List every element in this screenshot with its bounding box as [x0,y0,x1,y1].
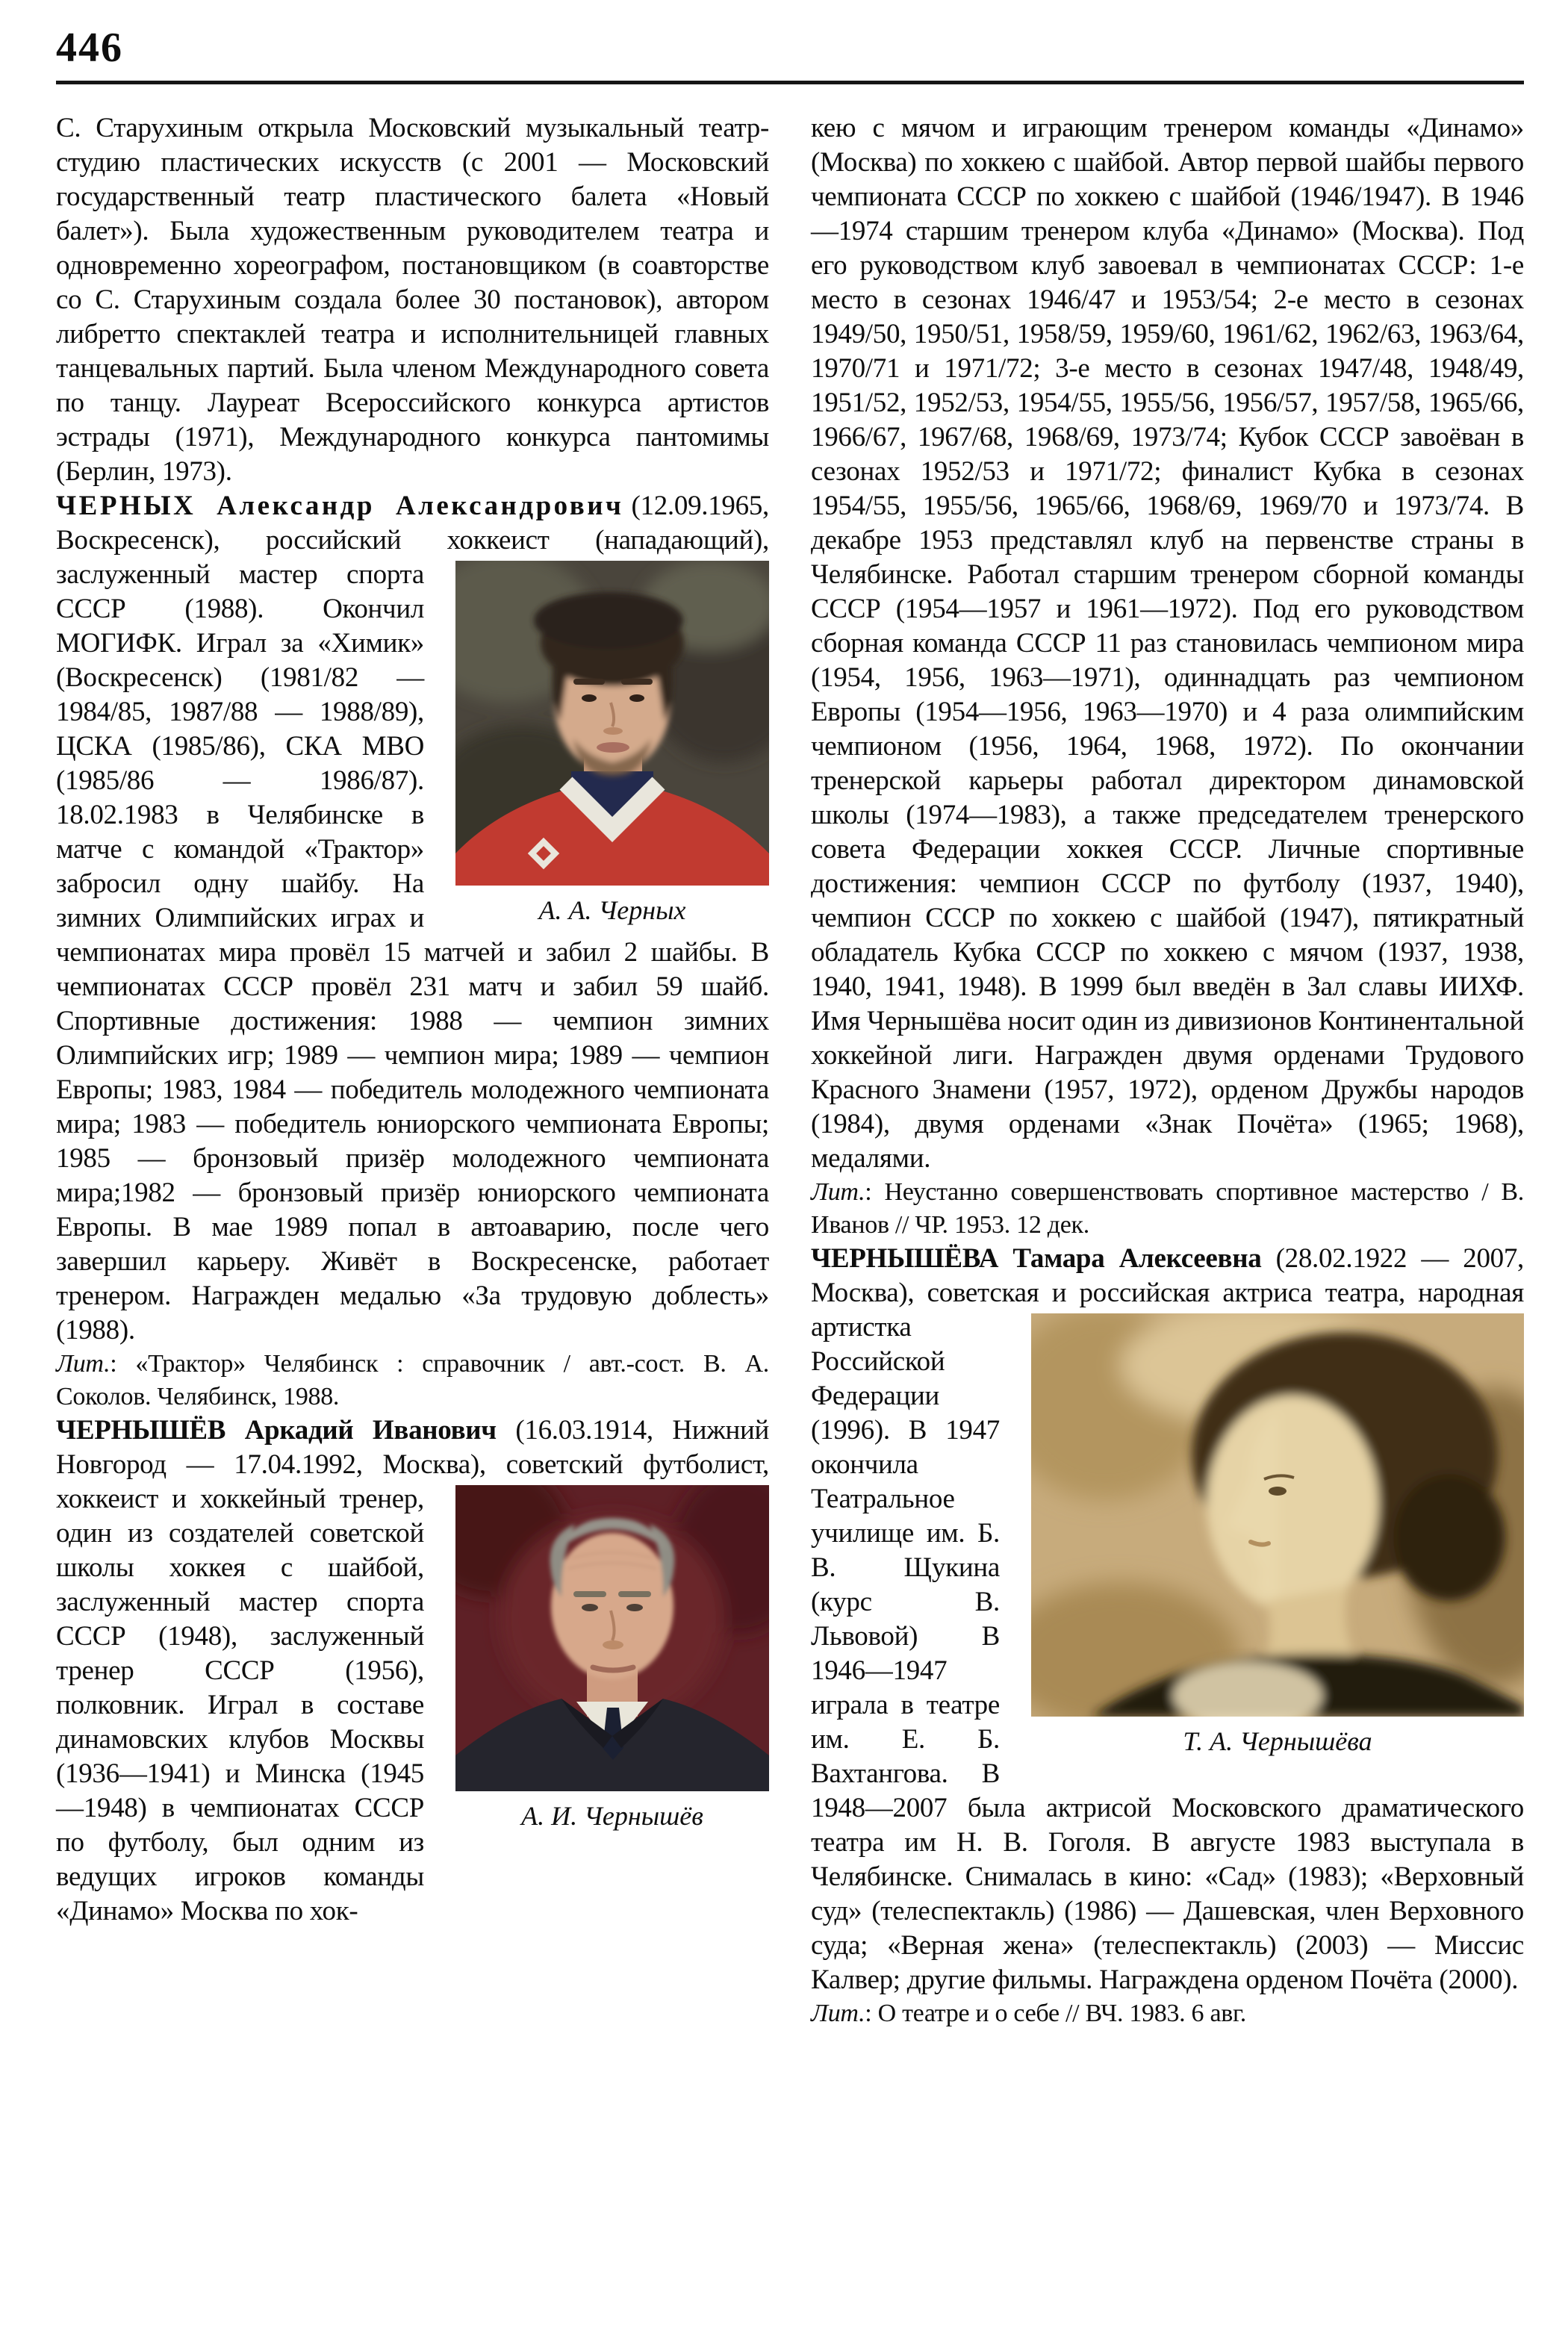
photo-caption-chernyshev: А. И. Чернышёв [521,1801,703,1831]
entry-lead-chernysheva: (28.02.1922 — 2007, Москва), советская и российская актриса [811,1243,1524,1308]
lit-chernykh [56,1348,769,1413]
left-column [56,111,769,2030]
photo-chernyshev [455,1485,769,1832]
entry-body-chernykh: (нападающий), заслуженный мастер спорта СССР (1988). Окончил МОГИФК. Играл за «Химик» (Воскресенск) (1981/82 — 1984/85, 1987/88 — 1988/89), ЦСКА (1985/86), СКА МВО (1985/86 — 1986/87). 18.02.1983 в Челябинске в матче с командой «Трактор» забросил одну шайбу. На зимних Олимпийских играх и чемпионатах мира провёл 15 матчей и забил 2 шайбы. В чемпионатах СССР провёл 231 матч и забил 59 шайб. Спортивные достижения: 1988 — чемпион зимних Олимпийских игр; 1989 — чемпион мира; 1989 — чемпион Европы; 1983, 1984 — победитель молодежного чемпионата мира; 1983 — победитель юниорского чемпионата Европы; 1985 — бронзовый призёр молодежного чемпионата мира;1982 — бронзовый призёр юниорского чемпионата Европы. В мае 1989 попал в автоаварию, после чего завершил карьеру. Живёт в Воскресенске, работает тренером. Награжден медалью «За трудовую доблесть» (1988). [56,525,769,1345]
intro-paragraph: С. Старухиным открыла Московский музыкальный театр-студию пластических искусств (с 2001 — Московский государственный театр пластического балета «Новый балет»). Была художественным руководителем театра и одновременно хореографом, постановщиком (в соавторстве со С. Старухиным создала более 30 постановок), автором либретто спектаклей театра и исполнительницей главных танцевальных партий. Была членом Международного совета по танцу. Лауреат Всероссийского конкурса артистов эстрады (1971), Международного конкурса пантомимы (Берлин, 1973). [56,113,769,487]
photo-caption-chernykh: А. А. Черных [538,895,686,925]
entry-lead-chernykh: (12.09.1965, Воскресенск), российский хоккеист [56,491,769,556]
lit-label: Лит. [811,2000,865,2027]
lit-label: Лит. [56,1350,111,1378]
photo-chernysheva [1031,1313,1524,1757]
entry-chernysheva [811,1242,1524,1997]
lit-chernyshev [811,1176,1524,1242]
photo-caption-chernysheva: Т. А. Чернышёва [1183,1726,1372,1756]
entry-body-chernyshev: футболист, хоккеист и хоккейный тренер, один из создателей советской школы хоккея с шайбой, заслуженный мастер спорта СССР (1948), заслуженный тренер СССР (1956), полковник. Играл в составе динамовских клубов Москвы (1936—1941) и Минска (1945—1948) в чемпионатах СССР по футболу, был одним из ведущих игроков команды «Динамо» Москва по хок- [56,1449,769,1926]
chernysheva-portrait-photo [1031,1313,1524,1717]
lit-text: : О театре и о себе // ВЧ. 1983. 6 авг. [865,2000,1246,2027]
header-rule [56,81,1524,84]
entry-chernykh [56,489,769,1348]
entry-body-chernysheva: театра, народная артистка Российской Федерации (1996). В 1947 окончила Театральное училище им. Б. В. Щукина (курс В. Львовой) В 1946—1947 играла в театре им. Е. Б. Вахтангова. В 1948—2007 была актрисой Московского драматического театра им Н. В. Гоголя. В августе 1983 выступала в Челябинске. Снималась в кино: «Сад» (1983); «Верховный суд» (телеспектакль) (1986) — Дашевская, член Верховного суда; «Верная жена» (телеспектакль) (2003) — Миссис Калвер; другие фильмы. Награждена орденом Почёта (2000). [811,1278,1524,1995]
lit-text: : Неустанно совершенствовать спортивное мастерство / В. Иванов // ЧР. 1953. 12 дек. [811,1178,1524,1239]
entry-heading-chernyshev: ЧЕРНЫШЁВ Аркадий Иванович [56,1415,497,1446]
photo-chernykh [455,561,769,926]
lit-label: Лит. [811,1178,865,1206]
lit-text: : «Трактор» Челябинск : справочник / авт.-сост. В. А. Соколов. Челябинск, 1988. [56,1350,769,1410]
entry-chernyshev [56,1413,769,1929]
lit-chernysheva [811,1997,1524,2030]
chernykh-portrait-photo [455,561,769,886]
entry-lead-chernyshev: (16.03.1914, Нижний Новгород — 17.04.1992, Москва), советский [56,1415,770,1480]
entry-heading-chernykh: ЧЕРНЫХ Александр Александрович [56,491,624,521]
page-number: 446 [56,25,123,71]
chernyshev-continuation: кею с мячом и играющим тренером команды «Динамо» (Москва) по хоккею с шайбой. Автор первой шайбы первого чемпионата СССР по хоккею с шайбой (1946/1947). В 1946—1974 старшим тренером клуба «Динамо» (Москва). Под его руководством клуб завоевал в чемпионатах СССР: 1-е место в сезонах 1946/47 и 1953/54; 2-е место в сезонах 1949/50, 1950/51, 1958/59, 1959/60, 1961/62, 1962/63, 1963/64, 1970/71 и 1971/72; 3-е место в сезонах 1947/48, 1948/49, 1951/52, 1952/53, 1954/55, 1955/56, 1956/57, 1957/58, 1965/66, 1966/67, 1967/68, 1968/69, 1973/74; Кубок СССР завоёван в сезонах 1952/53 и 1971/72; финалист Кубка в сезонах 1954/55, 1955/56, 1965/66, 1968/69, 1969/70 и 1973/74. В декабре 1953 представлял клуб на первенстве страны в Челябинске. Работал старшим тренером сборной команды СССР (1954—1957 и 1961—1972). Под его руководством сборная команда СССР 11 раз становилась чемпионом мира (1954, 1956, 1963—1971), одиннадцать раз чемпионом Европы (1954—1956, 1963—1970) и 4 раза олимпийским чемпионом (1956, 1964, 1968, 1972). По окончании тренерской карьеры работал директором динамовской школы (1974—1983), а также председателем тренерского совета Федерации хоккея СССР. Личные спортивные достижения: чемпион СССР по футболу (1937, 1940), чемпион СССР по хоккею с шайбой (1947), пятикратный обладатель Кубка СССР по хоккею с мячом (1937, 1938, 1940, 1941, 1948). В 1999 был введён в Зал славы ИИХФ. Имя Чернышёва носит один из дивизионов Континентальной хоккейной лиги. Награжден двумя орденами Трудового Красного Знамени (1957, 1972), орденом Дружбы народов (1984), двумя орденами «Знак Почёта» (1965; 1968), медалями. [811,113,1524,1174]
chernyshev-portrait-photo [455,1485,769,1791]
right-column [811,111,1524,2030]
two-column-text [56,111,1524,2030]
entry-heading-chernysheva: ЧЕРНЫШЁВА Тамара Алексеевна [811,1243,1262,1274]
